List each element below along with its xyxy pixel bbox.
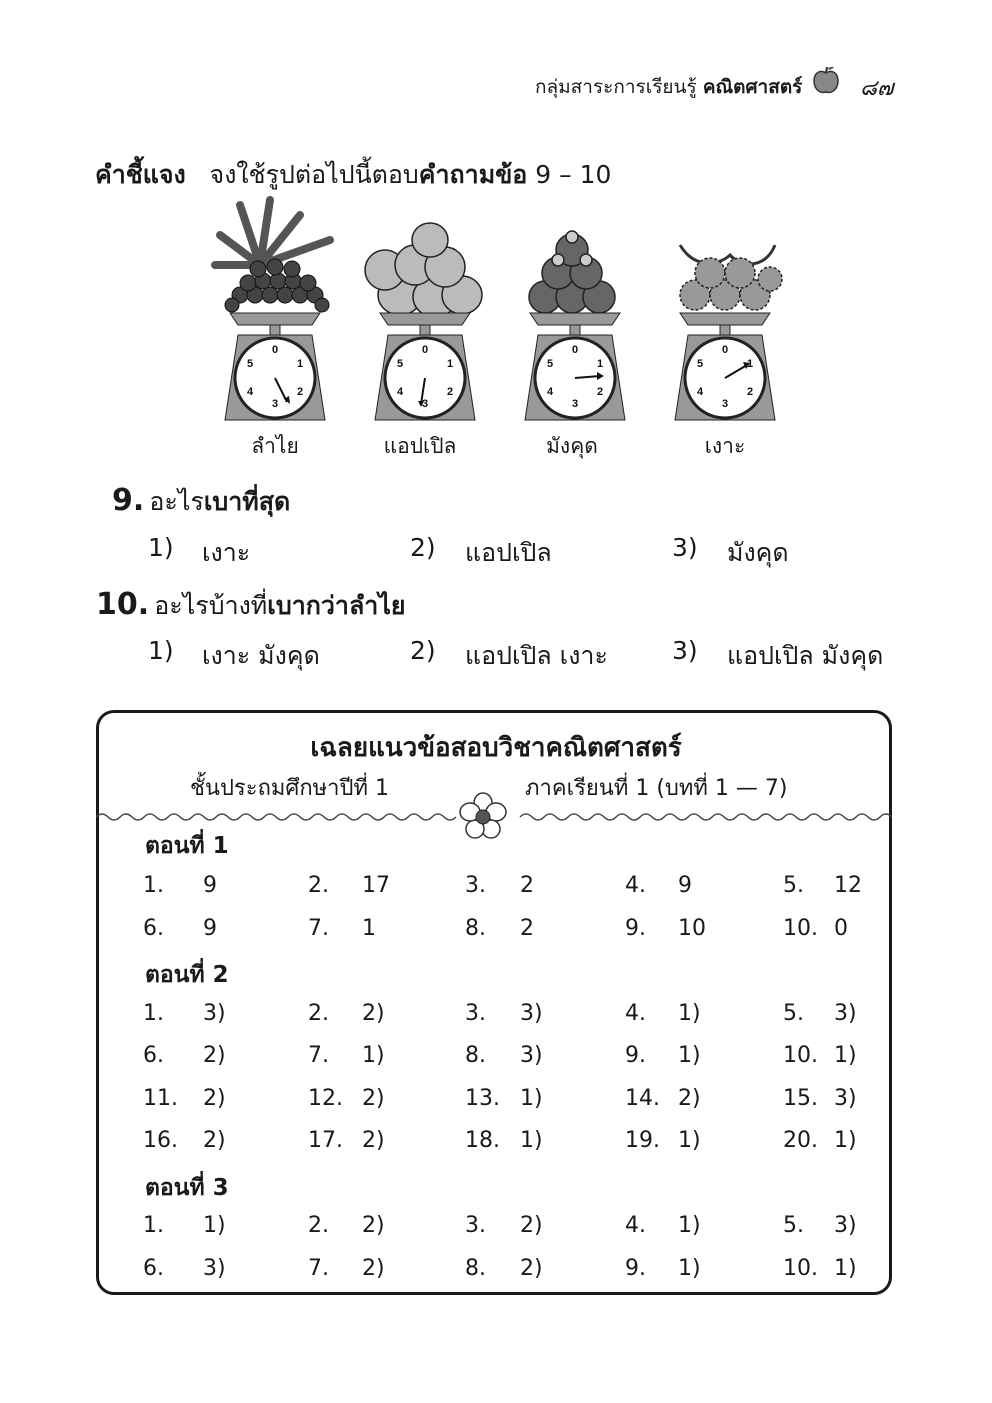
- answer-value: 2): [362, 1256, 385, 1281]
- answer-number: 6.: [143, 1043, 164, 1068]
- answer-value: 2): [362, 1086, 385, 1111]
- answer-number: 3.: [465, 1213, 486, 1238]
- answer-value: 9: [203, 873, 217, 898]
- scale-4-dial-3: 3: [721, 398, 729, 410]
- question-10-text: อะไรบ้างที่เบากว่าลำไย: [154, 591, 406, 620]
- answer-value: 2): [362, 1128, 385, 1153]
- scale-3-dial-2: 2: [596, 386, 604, 398]
- answer-value: 3): [834, 1086, 857, 1111]
- scale-1-dial-4: 4: [246, 386, 254, 398]
- answer-number: 8.: [465, 916, 486, 941]
- answer-value: 1): [678, 1128, 701, 1153]
- section-2-title: ตอนที่ 2: [145, 962, 229, 988]
- scale-2-dial-1: 1: [446, 358, 454, 370]
- question-9: [112, 482, 290, 522]
- q10-option-1-number: 1): [148, 636, 174, 665]
- answer-number: 2.: [308, 1001, 329, 1026]
- instructions-range: 9 – 10: [535, 160, 612, 189]
- answer-number: 7.: [308, 1043, 329, 1068]
- q9-option-1-number: 1): [148, 533, 174, 562]
- mangosteen-pile-image: [529, 231, 615, 313]
- answer-value: 1): [678, 1043, 701, 1068]
- scale-3-dial-5: 5: [546, 358, 554, 370]
- answer-value: 1): [678, 1213, 701, 1238]
- scale-4-dial-4: 4: [696, 386, 704, 398]
- answer-number: 10.: [783, 1043, 818, 1068]
- apple-icon: [812, 65, 840, 95]
- question-9-number: 9.: [112, 483, 145, 518]
- q9-option-2-number: 2): [410, 533, 436, 562]
- answer-number: 9.: [625, 916, 646, 941]
- q9-option-1-text: เงาะ: [202, 538, 251, 567]
- answer-value: 3): [520, 1043, 543, 1068]
- scale-3-label: มังคุด: [546, 434, 598, 458]
- question-9-text: อะไรเบาที่สุด: [149, 487, 291, 516]
- answer-number: 20.: [783, 1128, 818, 1153]
- answer-value: 2): [520, 1256, 543, 1281]
- answer-number: 13.: [465, 1086, 500, 1111]
- answer-value: 3): [203, 1256, 226, 1281]
- answer-number: 5.: [783, 1001, 804, 1026]
- answer-number: 16.: [143, 1128, 178, 1153]
- answer-number: 9.: [625, 1256, 646, 1281]
- answer-key-grade: ชั้นประถมศึกษาปีที่ 1: [190, 776, 389, 801]
- scales-illustration: [200, 195, 800, 430]
- answer-value: 2: [520, 916, 534, 941]
- q10-option-1-text: เงาะ มังคุด: [202, 641, 320, 670]
- scale-3-dial-1: 1: [596, 358, 604, 370]
- q10-option-3-text: แอปเปิล มังคุด: [727, 641, 884, 670]
- answer-value: 9: [203, 916, 217, 941]
- answer-number: 4.: [625, 1213, 646, 1238]
- answer-value: 1): [520, 1086, 543, 1111]
- scale-4-dial-5: 5: [696, 358, 704, 370]
- answer-value: 9: [678, 873, 692, 898]
- scale-1-dial-1: 1: [296, 358, 304, 370]
- subject-name: คณิตศาสตร์: [702, 76, 803, 98]
- question-10: [96, 586, 406, 626]
- scale-2-dial-2: 2: [446, 386, 454, 398]
- scale-1-dial-3: 3: [271, 398, 279, 410]
- instructions-bold: คำถามข้อ: [418, 160, 528, 189]
- answer-value: 2): [203, 1086, 226, 1111]
- scale-2-dial-0: 0: [421, 344, 429, 356]
- answer-number: 1.: [143, 1001, 164, 1026]
- answer-number: 2.: [308, 873, 329, 898]
- answer-value: 1): [834, 1128, 857, 1153]
- answer-value: 3): [834, 1001, 857, 1026]
- answer-value: 17: [362, 873, 390, 898]
- answer-value: 1): [834, 1043, 857, 1068]
- subject-prefix: กลุ่มสาระการเรียนรู้: [535, 76, 697, 98]
- answer-value: 3): [520, 1001, 543, 1026]
- answer-number: 14.: [625, 1086, 660, 1111]
- answer-value: 1): [520, 1128, 543, 1153]
- answer-number: 7.: [308, 1256, 329, 1281]
- scale-1-label: ลำไย: [251, 434, 299, 458]
- longan-image: [215, 200, 330, 312]
- answer-value: 2): [203, 1043, 226, 1068]
- section-3-title: ตอนที่ 3: [145, 1175, 229, 1201]
- scale-1-dial-0: 0: [271, 344, 279, 356]
- answer-number: 10.: [783, 1256, 818, 1281]
- answer-number: 15.: [783, 1086, 818, 1111]
- answer-value: 2): [362, 1001, 385, 1026]
- question-10-number: 10.: [96, 587, 150, 622]
- answer-value: 1): [362, 1043, 385, 1068]
- answer-number: 11.: [143, 1086, 178, 1111]
- answer-number: 8.: [465, 1043, 486, 1068]
- answer-value: 1): [678, 1256, 701, 1281]
- answer-number: 1.: [143, 1213, 164, 1238]
- page-number: ๘๗: [860, 76, 894, 101]
- scale-1-dial-5: 5: [246, 358, 254, 370]
- answer-number: 7.: [308, 916, 329, 941]
- answer-value: 2): [520, 1213, 543, 1238]
- answer-value: 0: [834, 916, 848, 941]
- instructions-text: จงใช้รูปต่อไปนี้ตอบ: [209, 160, 419, 189]
- answer-value: 1): [834, 1256, 857, 1281]
- answer-number: 3.: [465, 873, 486, 898]
- instructions: [95, 155, 611, 195]
- answer-number: 8.: [465, 1256, 486, 1281]
- scale-2-dial-5: 5: [396, 358, 404, 370]
- answer-number: 12.: [308, 1086, 343, 1111]
- answer-number: 2.: [308, 1213, 329, 1238]
- answer-number: 4.: [625, 873, 646, 898]
- q10-option-2-number: 2): [410, 636, 436, 665]
- answer-value: 3): [834, 1213, 857, 1238]
- header-subject: [535, 72, 802, 102]
- answer-number: 5.: [783, 873, 804, 898]
- scale-4-dial-1: 1: [746, 358, 754, 370]
- scale-4-dial-0: 0: [721, 344, 729, 356]
- answer-value: 2): [203, 1128, 226, 1153]
- q10-option-3-number: 3): [672, 636, 698, 665]
- answer-number: 17.: [308, 1128, 343, 1153]
- scale-2-dial-4: 4: [396, 386, 404, 398]
- answer-number: 6.: [143, 916, 164, 941]
- answer-value: 2): [362, 1213, 385, 1238]
- scale-1-dial-2: 2: [296, 386, 304, 398]
- instructions-label: คำชี้แจง: [95, 160, 186, 189]
- apple-pile-image: [365, 223, 482, 317]
- q9-option-3-text: มังคุด: [727, 538, 789, 567]
- answer-value: 2): [678, 1086, 701, 1111]
- scale-4-label: เงาะ: [704, 434, 746, 458]
- scale-2-label: แอปเปิล: [383, 434, 457, 458]
- scale-3-dial-3: 3: [571, 398, 579, 410]
- answer-value: 1): [203, 1213, 226, 1238]
- scale-3-dial-0: 0: [571, 344, 579, 356]
- answer-number: 3.: [465, 1001, 486, 1026]
- answer-number: 10.: [783, 916, 818, 941]
- answer-number: 5.: [783, 1213, 804, 1238]
- answer-key-term: ภาคเรียนที่ 1 (บทที่ 1 — 7): [525, 776, 788, 801]
- flower-icon: [458, 792, 508, 842]
- scale-3-dial-4: 4: [546, 386, 554, 398]
- answer-value: 1): [678, 1001, 701, 1026]
- answer-number: 4.: [625, 1001, 646, 1026]
- answer-key-title: เฉลยแนวข้อสอบวิชาคณิตศาสตร์: [310, 733, 682, 763]
- answer-value: 10: [678, 916, 706, 941]
- q9-option-3-number: 3): [672, 533, 698, 562]
- answer-number: 18.: [465, 1128, 500, 1153]
- scale-2-dial-3: 3: [421, 398, 429, 410]
- scale-4-dial-2: 2: [746, 386, 754, 398]
- answer-value: 2: [520, 873, 534, 898]
- answer-number: 9.: [625, 1043, 646, 1068]
- section-1-title: ตอนที่ 1: [145, 833, 229, 859]
- answer-number: 19.: [625, 1128, 660, 1153]
- rambutan-pile-image: [680, 245, 782, 310]
- answer-value: 3): [203, 1001, 226, 1026]
- q10-option-2-text: แอปเปิล เงาะ: [465, 641, 608, 670]
- q9-option-2-text: แอปเปิล: [465, 538, 552, 567]
- answer-value: 1: [362, 916, 376, 941]
- answer-number: 1.: [143, 873, 164, 898]
- answer-value: 12: [834, 873, 862, 898]
- answer-number: 6.: [143, 1256, 164, 1281]
